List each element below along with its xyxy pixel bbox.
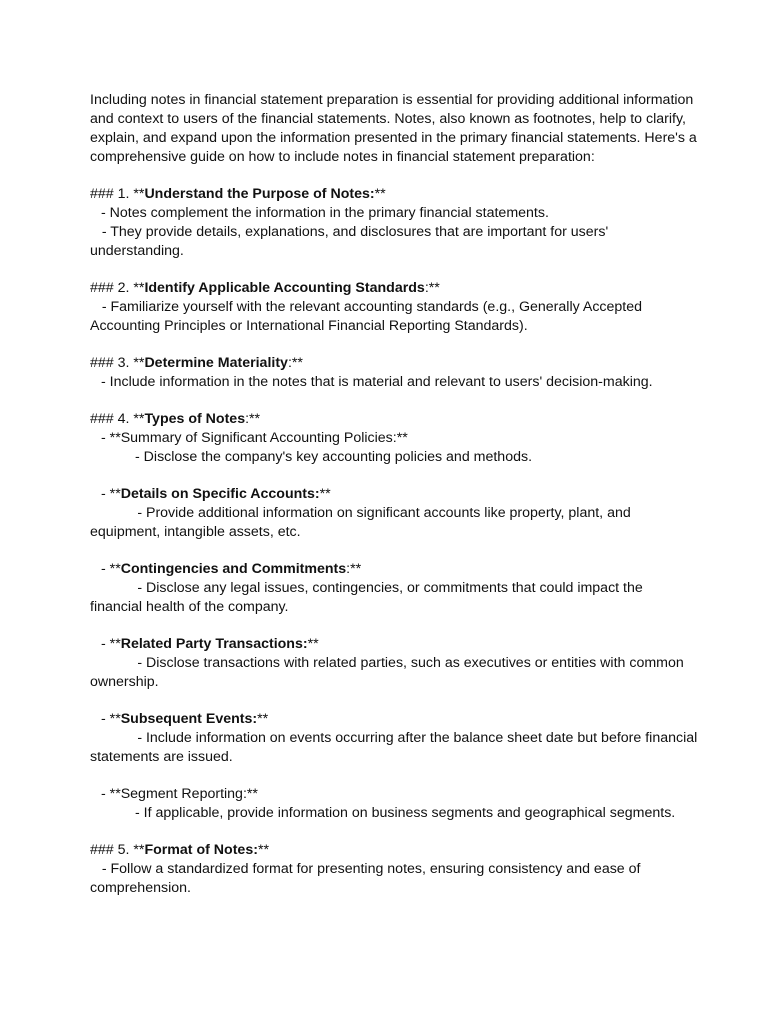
subitem-title: Subsequent Events: bbox=[120, 711, 258, 727]
heading-suffix: :** bbox=[424, 280, 440, 296]
section-4 bbox=[90, 410, 702, 823]
subitem-detail-text: - Disclose transactions with related parties, such as executives or entities with common ownership. bbox=[90, 655, 688, 690]
spacer bbox=[90, 692, 698, 710]
subitem-prefix: - ** bbox=[101, 561, 121, 577]
spacer bbox=[90, 823, 698, 841]
heading-suffix: :** bbox=[245, 411, 261, 427]
intro-paragraph: Including notes in financial statement preparation is essential for providing additional information and context to users of the financial statements. Notes, also known as footnotes, help to clarify, explain, and expand upon the information presented in the primary financial statements. Here's a comprehensive guide on how to include notes in financial statement preparation: bbox=[90, 92, 697, 165]
section-5 bbox=[90, 841, 698, 898]
heading-suffix: ** bbox=[374, 186, 386, 202]
spacer bbox=[90, 336, 698, 354]
heading-title: Understand the Purpose of Notes: bbox=[144, 186, 375, 202]
section-1-line-2-text: - They provide details, explanations, and disclosures that are important for users' understanding. bbox=[90, 224, 613, 259]
heading-prefix: ### 2. ** bbox=[90, 280, 145, 296]
subitem-detail-text: - Disclose any legal issues, contingencies, or commitments that could impact the financial health of the company. bbox=[90, 580, 647, 615]
section-2-line-1 bbox=[90, 298, 698, 336]
subitem-detail: - If applicable, provide information on business segments and geographical segments. bbox=[135, 805, 676, 821]
subitem-suffix: :** bbox=[346, 561, 362, 577]
subitem-detail bbox=[90, 579, 698, 617]
subitem-suffix: ** bbox=[319, 486, 331, 502]
section-1-heading bbox=[90, 185, 698, 204]
subitem-detail bbox=[90, 729, 702, 767]
section-3 bbox=[90, 354, 698, 392]
subitem-title: Contingencies and Commitments bbox=[120, 561, 347, 577]
subitem-title: Details on Specific Accounts: bbox=[120, 486, 320, 502]
spacer bbox=[90, 542, 698, 560]
subitem-heading: - **Summary of Significant Accounting Policies:** bbox=[101, 430, 408, 446]
section-2-line-1-text: - Familiarize yourself with the relevant accounting standards (e.g., Generally Accepted Accounting Principles or International Financial Reporting Standards). bbox=[90, 299, 646, 334]
subitem-prefix: - ** bbox=[101, 711, 121, 727]
heading-suffix: :** bbox=[287, 355, 303, 371]
spacer bbox=[90, 392, 698, 410]
section-5-heading bbox=[90, 841, 698, 860]
spacer bbox=[90, 261, 698, 279]
section-1-line-2 bbox=[90, 223, 698, 261]
section-5-line-1-text: - Follow a standardized format for presenting notes, ensuring consistency and ease of comprehension. bbox=[90, 861, 645, 896]
subitem-suffix: ** bbox=[307, 636, 319, 652]
spacer bbox=[90, 467, 698, 485]
heading-title: Types of Notes bbox=[144, 411, 246, 427]
subitem-heading: - **Segment Reporting:** bbox=[101, 786, 258, 802]
section-4-heading bbox=[90, 410, 698, 429]
section-1-line-1: - Notes complement the information in the primary financial statements. bbox=[101, 205, 549, 221]
section-3-line-1: - Include information in the notes that is material and relevant to users' decision-making. bbox=[101, 374, 653, 390]
section-5-line-1 bbox=[90, 860, 698, 898]
heading-title: Identify Applicable Accounting Standards bbox=[144, 280, 425, 296]
subitem-detail bbox=[90, 654, 698, 692]
subitem-heading bbox=[90, 710, 698, 729]
subitem-detail-text: - Provide additional information on significant accounts like property, plant, and equipment, intangible assets, etc. bbox=[90, 505, 635, 540]
section-3-heading bbox=[90, 354, 698, 373]
heading-prefix: ### 4. ** bbox=[90, 411, 145, 427]
section-2 bbox=[90, 279, 698, 336]
subitem-suffix: ** bbox=[257, 711, 269, 727]
heading-title: Format of Notes: bbox=[144, 842, 258, 858]
subitem-detail bbox=[90, 504, 698, 542]
subitem-prefix: - ** bbox=[101, 486, 121, 502]
subitem-title: Related Party Transactions: bbox=[120, 636, 308, 652]
spacer bbox=[90, 617, 698, 635]
section-2-heading bbox=[90, 279, 698, 298]
heading-suffix: ** bbox=[257, 842, 269, 858]
subitem-detail: - Disclose the company's key accounting policies and methods. bbox=[135, 449, 533, 465]
subitem-heading bbox=[90, 560, 698, 579]
subitem-prefix: - ** bbox=[101, 636, 121, 652]
section-1 bbox=[90, 185, 698, 261]
heading-prefix: ### 1. ** bbox=[90, 186, 145, 202]
heading-prefix: ### 5. ** bbox=[90, 842, 145, 858]
subitem-heading bbox=[90, 485, 698, 504]
heading-prefix: ### 3. ** bbox=[90, 355, 145, 371]
spacer bbox=[90, 767, 698, 785]
heading-title: Determine Materiality bbox=[144, 355, 288, 371]
subitem-heading bbox=[90, 635, 698, 654]
subitem-detail-text: - Include information on events occurring after the balance sheet date but before financial statements are issued. bbox=[90, 730, 702, 765]
